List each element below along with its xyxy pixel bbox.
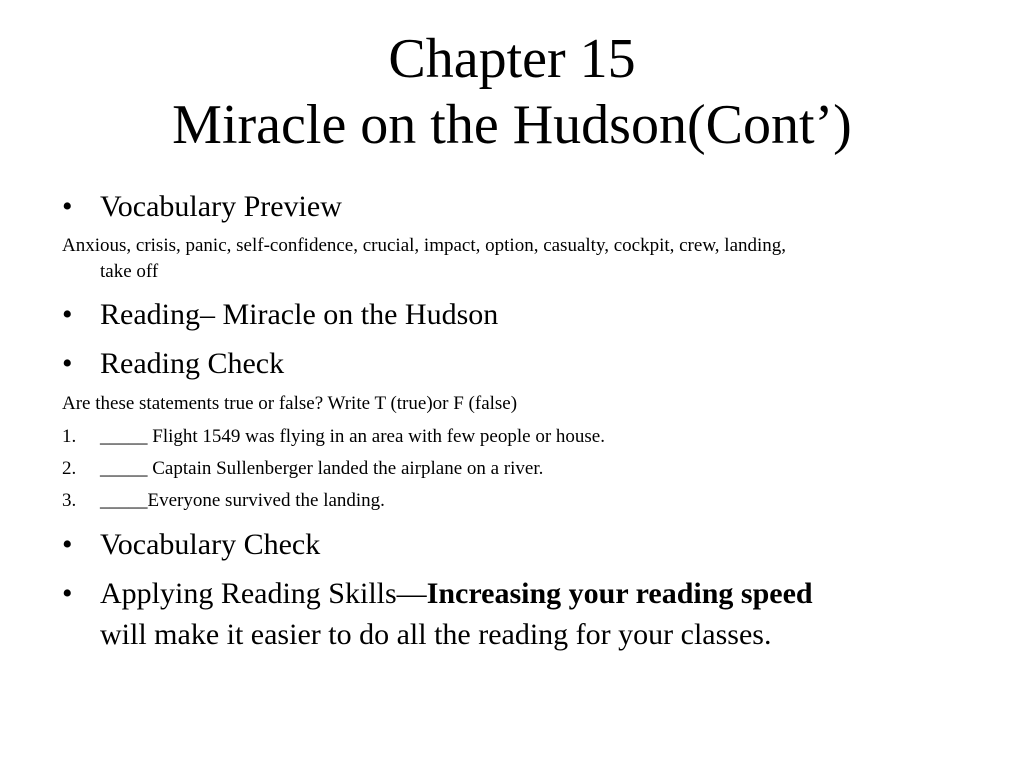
bullet-glyph: • — [62, 298, 73, 331]
question-number: 1. — [62, 426, 77, 447]
vocab-preview-heading: Vocabulary Preview — [100, 190, 342, 223]
vocab-list-line-2: take off — [100, 261, 159, 282]
reading-heading: Reading– Miracle on the Hudson — [100, 298, 499, 331]
slide-title — [0, 26, 1024, 158]
question-text: _____ Captain Sullenberger landed the airplane on a river. — [100, 458, 544, 479]
skills-prefix: Applying Reading Skills— — [100, 577, 427, 610]
bullet-glyph: • — [62, 190, 73, 223]
reading-check-heading: Reading Check — [100, 347, 285, 380]
skills-line-2: will make it easier to do all the reading for your classes. — [100, 618, 772, 651]
bullet-glyph: • — [62, 528, 73, 561]
vocab-list-line-1: Anxious, crisis, panic, self-confidence, crucial, impact, option, casualty, cockpit, crew, landing, — [62, 235, 787, 256]
title-line-2: Miracle on the Hudson(Cont’) — [172, 94, 852, 156]
skills-bold-phrase: Increasing your reading speed — [426, 577, 813, 610]
question-number: 3. — [62, 490, 77, 511]
instructions-text: Are these statements true or false? Write T (true)or F (false) — [62, 393, 518, 414]
bullet-glyph: • — [62, 347, 73, 380]
vocab-check-heading: Vocabulary Check — [100, 528, 321, 561]
question-text: _____Everyone survived the landing. — [100, 490, 385, 511]
bullet-glyph: • — [62, 577, 73, 610]
skills-line-1 — [100, 576, 813, 612]
question-text: _____ Flight 1549 was flying in an area with few people or house. — [100, 426, 605, 447]
title-line-1: Chapter 15 — [388, 28, 636, 90]
question-number: 2. — [62, 458, 77, 479]
